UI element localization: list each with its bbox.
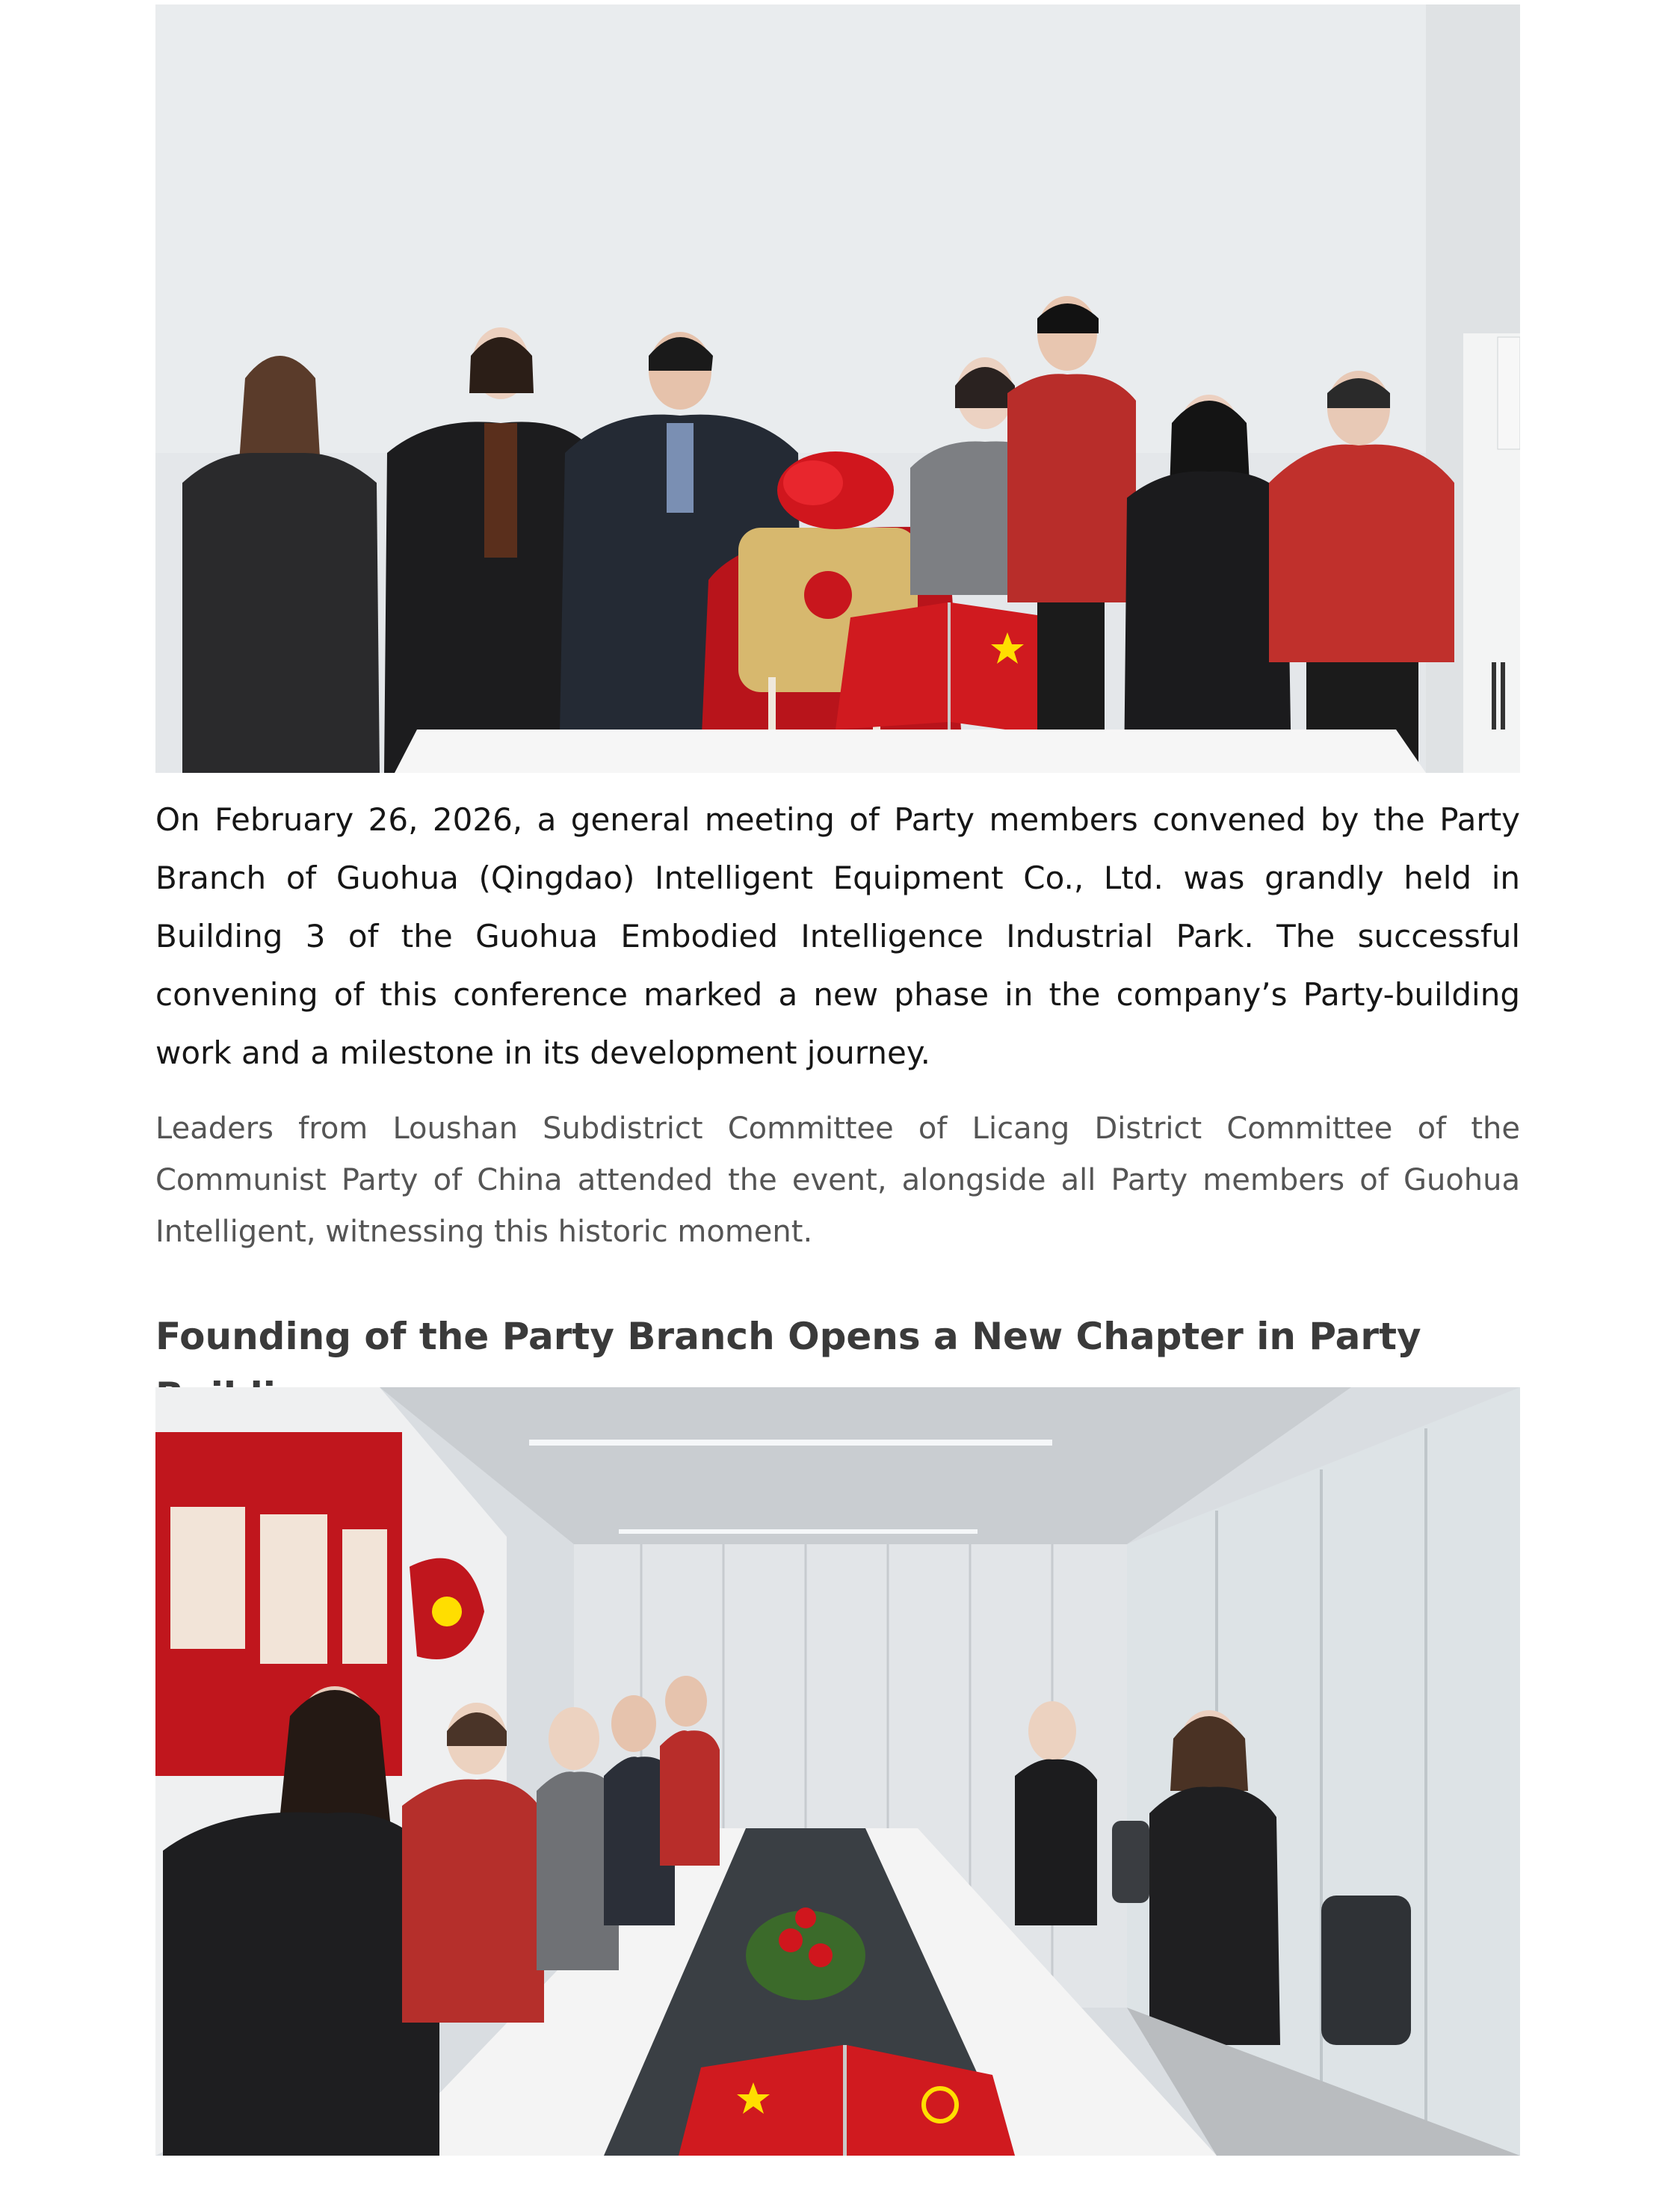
section-heading: Founding of the Party Branch Opens a New Chapter in Party: [155, 1315, 1421, 1358]
article-paragraph-attendees: Leaders from Loushan Subdistrict Committee of Licang District Committee of the Communist Party of China attended the event, alongside all Party members of Guohua Intelligent, witnessing this historic moment.: [155, 1111, 1520, 1249]
meeting-photo-illustration: [155, 1387, 1520, 2156]
article-paragraph-meeting: On February 26, 2026, a general meeting of Party members convened by the Party Branch of Guohua (Qingdao) Intelligent Equipment Co., Ltd. was grandly held in Building 3 of the Guohua Embodied Intelligence Industrial Park. The successful convening of this conference marked a new phase in the company’s Party-building work and a milestone in its development journey.: [155, 801, 1520, 1071]
group-photo-illustration: [155, 4, 1520, 773]
article-photo-group-plaque: [155, 4, 1520, 773]
article-photo-conference-room: [155, 1387, 1520, 2156]
